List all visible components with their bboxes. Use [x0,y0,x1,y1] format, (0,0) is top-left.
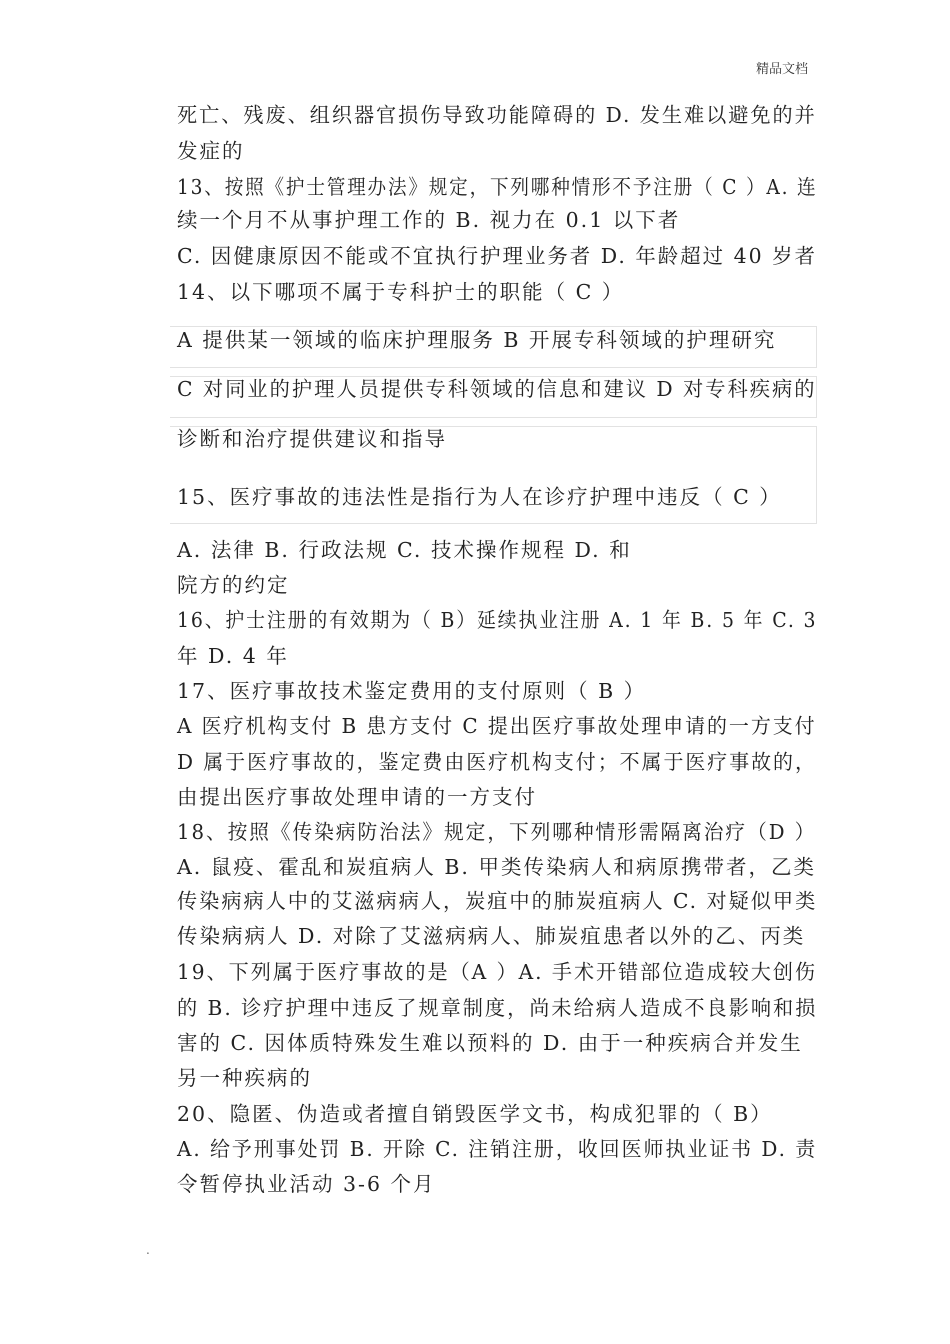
text-line: 发症的 [177,139,245,163]
text-line: A 提供某一领域的临床护理服务 B 开展专科领域的护理研究 [177,328,777,352]
text-line: 院方的约定 [177,573,290,597]
text-line: D 属于医疗事故的，鉴定费由医疗机构支付；不属于医疗事故的， [177,750,817,774]
text-line: 的 B. 诊疗护理中违反了规章制度，尚未给病人造成不良影响和损 [177,996,818,1020]
text-line: A. 给予刑事处罚 B. 开除 C. 注销注册，收回医师执业证书 D. 责 [177,1137,818,1161]
text-line: 害的 C. 因体质特殊发生难以预料的 D. 由于一种疾病合并发生 [177,1031,803,1055]
question-14: 14、以下哪项不属于专科护士的职能（ C ） [177,280,625,304]
text-line: 续一个月不从事护理工作的 B. 视力在 0.1 以下者 [177,208,681,232]
text-line: 年 D. 4 年 [177,644,289,668]
text-line: A 医疗机构支付 B 患方支付 C 提出医疗事故处理申请的一方支付 [177,714,817,738]
text-line: 传染病病人中的艾滋病病人，炭疽中的肺炭疽病人 C. 对疑似甲类 [177,889,818,913]
question-16: 16、护士注册的有效期为（ B）延续执业注册 A. 1 年 B. 5 年 C. 3 [177,608,818,632]
text-line: C. 因健康原因不能或不宜执行护理业务者 D. 年龄超过 40 岁者 [177,244,817,268]
text-line: 由提出医疗事故处理申请的一方支付 [177,785,537,809]
question-15: 15、医疗事故的违法性是指行为人在诊疗护理中违反（ C ） [177,485,782,509]
text-line: 令暂停执业活动 3-6 个月 [177,1172,436,1196]
text-line: A. 鼠疫、霍乱和炭疽病人 B. 甲类传染病人和病原携带者，乙类 [177,855,816,879]
text-line: C 对同业的护理人员提供专科领域的信息和建议 D 对专科疾病的 [177,377,817,401]
page-header-label: 精品文档 [755,62,808,77]
text-line: 死亡、残废、组织器官损伤导致功能障碍的 D. 发生难以避免的并 [177,103,817,127]
text-line: 传染病病人 D. 对除了艾滋病病人、肺炭疽患者以外的乙、丙类 [177,924,806,948]
question-17: 17、医疗事故技术鉴定费用的支付原则（ B ） [177,679,647,703]
question-13: 13、按照《护士管理办法》规定，下列哪种情形不予注册（ C ）A. 连 [177,175,818,199]
text-line: A. 法律 B. 行政法规 C. 技术操作规程 D. 和 [177,538,632,562]
question-20: 20、隐匿、伪造或者擅自销毁医学文书，构成犯罪的（ B） [177,1102,773,1126]
question-18: 18、按照《传染病防治法》规定，下列哪种情形需隔离治疗（D ） [177,820,817,844]
question-19: 19、下列属于医疗事故的是（A ）A. 手术开错部位造成较大创伤 [177,960,818,984]
text-line: 另一种疾病的 [177,1066,312,1090]
text-line: 诊断和治疗提供建议和指导 [177,427,447,451]
footer-mark: . [146,1243,150,1257]
